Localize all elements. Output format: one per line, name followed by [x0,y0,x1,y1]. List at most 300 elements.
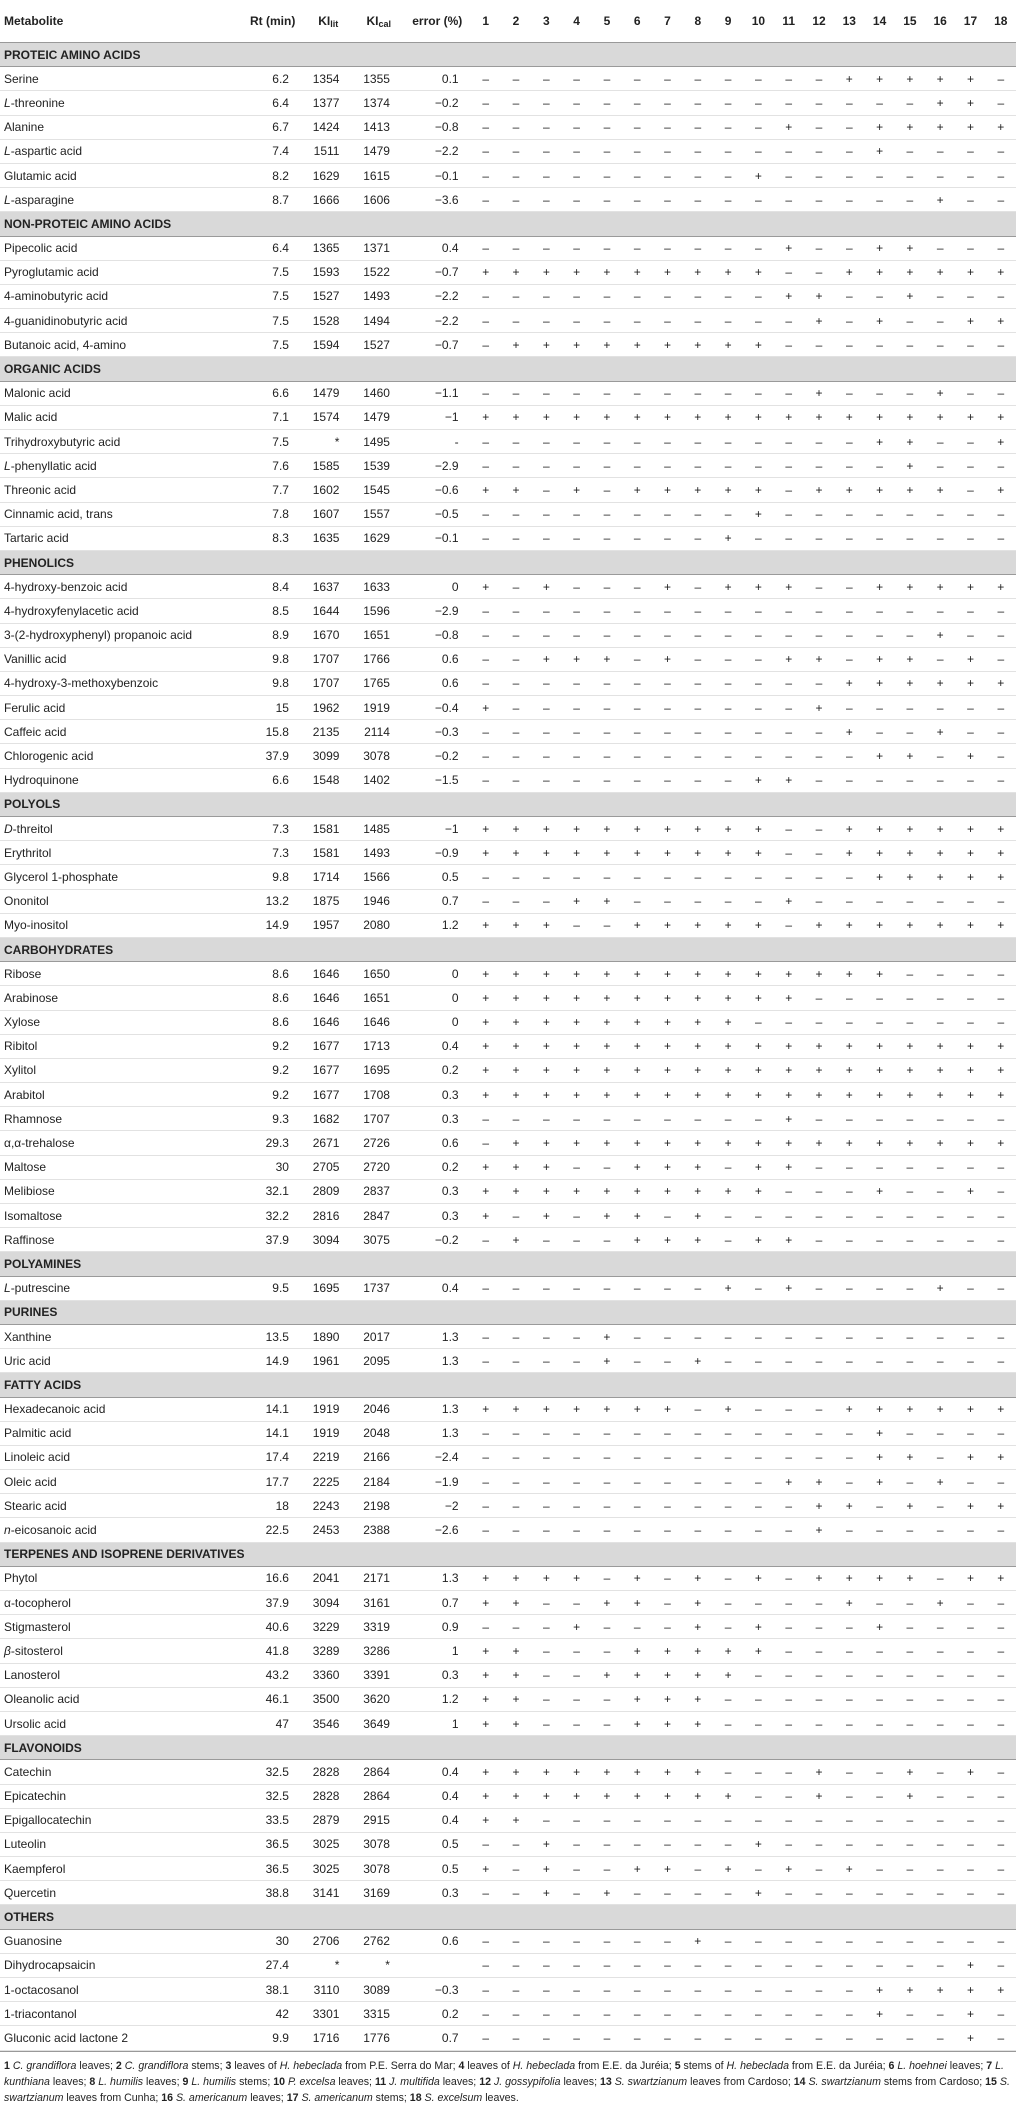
presence-cell-11: + [774,1155,804,1179]
presence-cell-9: – [713,1929,743,1953]
kical-cell: 2171 [353,1566,403,1590]
presence-cell-6: – [622,647,652,671]
presence-cell-15: – [895,91,925,115]
presence-cell-4: – [561,1204,591,1228]
presence-cell-7: – [652,1349,682,1373]
rt-cell: 14.9 [242,1349,303,1373]
presence-cell-8: + [683,962,713,986]
presence-cell-8: + [683,841,713,865]
presence-cell-1: + [471,1058,501,1082]
presence-cell-7: + [652,1010,682,1034]
presence-cell-1: – [471,1470,501,1494]
presence-cell-1: + [471,1857,501,1881]
metabolite-name [0,139,242,163]
rt-cell: 7.5 [242,260,303,284]
presence-cell-5: – [592,67,622,91]
presence-cell-16: – [925,1953,955,1977]
presence-cell-6: – [622,889,652,913]
rt-cell: 32.5 [242,1760,303,1784]
presence-cell-5: – [592,1639,622,1663]
presence-cell-14: – [864,188,894,212]
presence-cell-14: + [864,115,894,139]
presence-cell-13: + [834,720,864,744]
presence-cell-4: + [561,962,591,986]
presence-cell-15: – [895,2002,925,2026]
presence-cell-15: – [895,1591,925,1615]
presence-cell-2: + [501,1058,531,1082]
error-cell: 0.9 [404,1615,471,1639]
presence-cell-6: – [622,1929,652,1953]
metabolite-label: -threonine [10,95,65,110]
table-row [0,139,1016,163]
presence-cell-5: + [592,986,622,1010]
error-cell: −1 [404,405,471,429]
presence-cell-18: – [986,1832,1016,1856]
presence-cell-4: – [561,381,591,405]
presence-cell-2: – [501,1349,531,1373]
presence-cell-11: – [774,139,804,163]
presence-cell-13: – [834,865,864,889]
presence-cell-11: – [774,1591,804,1615]
header-sample-6: 6 [622,0,652,43]
presence-cell-6: – [622,236,652,260]
presence-cell-1: + [471,1034,501,1058]
presence-cell-4: + [561,1010,591,1034]
presence-cell-3: + [531,1857,561,1881]
presence-cell-18: – [986,67,1016,91]
presence-cell-1: + [471,1639,501,1663]
footnote-number: 8 [89,2075,96,2088]
presence-cell-11: – [774,841,804,865]
presence-cell-7: + [652,1228,682,1252]
metabolite-name [0,1687,242,1711]
presence-cell-12: – [804,1808,834,1832]
presence-cell-2: – [501,67,531,91]
metabolite-name [0,1397,242,1421]
presence-cell-16: + [925,1276,955,1300]
presence-cell-8: – [683,526,713,550]
presence-cell-3: + [531,1397,561,1421]
metabolite-name [0,236,242,260]
error-cell: 1.3 [404,1566,471,1590]
presence-cell-17: – [955,284,985,308]
kical-cell: 2080 [353,913,403,937]
presence-cell-6: – [622,720,652,744]
kilit-cell: 1716 [303,2026,353,2050]
presence-cell-14: – [864,1857,894,1881]
presence-cell-6: – [622,623,652,647]
presence-cell-8: – [683,1881,713,1905]
presence-cell-13: – [834,1687,864,1711]
footnote-text: leaves. [485,2091,519,2104]
presence-cell-16: + [925,720,955,744]
presence-cell-14: – [864,1784,894,1808]
presence-cell-1: – [471,768,501,792]
kical-cell: 3649 [353,1711,403,1735]
table-row [0,1010,1016,1034]
error-cell: −0.2 [404,91,471,115]
rt-cell: 33.5 [242,1808,303,1832]
table-row [0,1155,1016,1179]
kilit-cell: * [303,430,353,454]
presence-cell-2: – [501,1929,531,1953]
rt-cell: 6.7 [242,115,303,139]
presence-cell-7: + [652,575,682,599]
kical-cell: 1713 [353,1034,403,1058]
kilit-cell: 1479 [303,381,353,405]
table-row [0,647,1016,671]
error-cell: 0.4 [404,1276,471,1300]
presence-cell-13: + [834,478,864,502]
presence-cell-3: – [531,1978,561,2002]
presence-cell-2: + [501,333,531,357]
table-row [0,454,1016,478]
presence-cell-5: + [592,1663,622,1687]
rt-cell: 15 [242,696,303,720]
presence-cell-3: – [531,1518,561,1542]
presence-cell-1: + [471,478,501,502]
presence-cell-5: – [592,696,622,720]
presence-cell-7: – [652,454,682,478]
presence-cell-16: + [925,67,955,91]
metabolite-name [0,1107,242,1131]
presence-cell-10: – [743,1421,773,1445]
presence-cell-17: – [955,1857,985,1881]
metabolite-name [0,188,242,212]
presence-cell-4: + [561,1179,591,1203]
presence-cell-13: – [834,526,864,550]
table-row [0,1204,1016,1228]
kilit-cell: 3301 [303,2002,353,2026]
presence-cell-5: – [592,1155,622,1179]
presence-cell-12: – [804,1204,834,1228]
presence-cell-17: – [955,768,985,792]
presence-cell-4: – [561,1228,591,1252]
presence-cell-8: – [683,865,713,889]
metabolite-label: Pipecolic acid [4,241,78,256]
rt-cell: 36.5 [242,1832,303,1856]
presence-cell-17: + [955,1494,985,1518]
presence-cell-16: – [925,1808,955,1832]
presence-cell-9: + [713,962,743,986]
presence-cell-5: – [592,139,622,163]
presence-cell-10: + [743,478,773,502]
presence-cell-11: + [774,1228,804,1252]
presence-cell-9: – [713,236,743,260]
metabolite-label: Butanoic acid, 4-amino [4,337,127,352]
presence-cell-1: – [471,1953,501,1977]
presence-cell-9: – [713,865,743,889]
table-row [0,236,1016,260]
metabolite-label: Arabinose [4,990,59,1005]
kilit-cell: 2453 [303,1518,353,1542]
presence-cell-11: – [774,526,804,550]
table-row [0,1639,1016,1663]
presence-cell-18: – [986,696,1016,720]
presence-cell-10: – [743,1663,773,1687]
kical-cell: 3078 [353,744,403,768]
kical-cell: 1374 [353,91,403,115]
kical-cell: 2046 [353,1397,403,1421]
presence-cell-1: – [471,333,501,357]
presence-cell-10: – [743,188,773,212]
presence-cell-15: + [895,284,925,308]
presence-cell-2: + [501,1010,531,1034]
presence-cell-14: + [864,67,894,91]
presence-cell-17: + [955,913,985,937]
presence-cell-6: – [622,1832,652,1856]
presence-cell-15: – [895,139,925,163]
metabolite-label: 4-hydroxyfenylacetic acid [4,603,139,618]
presence-cell-12: + [804,405,834,429]
presence-cell-16: + [925,1591,955,1615]
presence-cell-1: – [471,526,501,550]
presence-cell-18: – [986,623,1016,647]
presence-cell-5: – [592,236,622,260]
metabolite-name [0,1445,242,1469]
presence-cell-16: + [925,1978,955,2002]
presence-cell-17: + [955,67,985,91]
presence-cell-10: – [743,1276,773,1300]
kical-cell: 1495 [353,430,403,454]
kical-cell: 1527 [353,333,403,357]
presence-cell-8: – [683,1397,713,1421]
presence-cell-12: – [804,1615,834,1639]
presence-cell-16: – [925,1832,955,1856]
header-sample-17: 17 [955,0,985,43]
presence-cell-15: + [895,913,925,937]
presence-cell-14: + [864,139,894,163]
presence-cell-4: – [561,309,591,333]
presence-cell-17: – [955,889,985,913]
presence-cell-1: + [471,962,501,986]
section-title: FATTY ACIDS [0,1373,1016,1397]
kilit-cell: 1919 [303,1421,353,1445]
error-cell: 0.4 [404,1808,471,1832]
presence-cell-7: – [652,1470,682,1494]
error-cell: 1.3 [404,1397,471,1421]
table-row [0,1857,1016,1881]
presence-cell-9: + [713,405,743,429]
error-cell: 0.5 [404,865,471,889]
presence-cell-4: – [561,1518,591,1542]
presence-cell-2: + [501,1228,531,1252]
error-cell: 0.4 [404,1784,471,1808]
presence-cell-4: – [561,1687,591,1711]
presence-cell-8: + [683,260,713,284]
presence-cell-14: – [864,502,894,526]
kical-cell: 3089 [353,1978,403,2002]
presence-cell-14: + [864,478,894,502]
presence-cell-13: + [834,1058,864,1082]
presence-cell-6: + [622,1663,652,1687]
footnote-species: C. grandiflora [124,2059,189,2072]
presence-cell-17: – [955,1470,985,1494]
table-footnote [0,2051,1016,2106]
presence-cell-4: + [561,1566,591,1590]
kilit-cell: 1585 [303,454,353,478]
presence-cell-5: + [592,1131,622,1155]
presence-cell-10: + [743,1881,773,1905]
presence-cell-12: – [804,623,834,647]
footnote-number: 17 [286,2091,299,2104]
presence-cell-16: + [925,405,955,429]
footnote-number: 2 [115,2059,122,2072]
presence-cell-18: – [986,647,1016,671]
table-row [0,1784,1016,1808]
presence-cell-4: + [561,841,591,865]
presence-cell-18: + [986,1978,1016,2002]
kilit-cell: 1607 [303,502,353,526]
presence-cell-5: – [592,1978,622,2002]
footnote-text: leaves; [949,2059,987,2072]
presence-cell-7: – [652,1204,682,1228]
presence-cell-5: – [592,744,622,768]
presence-cell-10: – [743,309,773,333]
presence-cell-17: – [955,1784,985,1808]
presence-cell-16: – [925,599,955,623]
kical-cell: 2847 [353,1204,403,1228]
metabolite-prefix: L [4,95,11,110]
presence-cell-12: – [804,1349,834,1373]
presence-cell-15: – [895,1808,925,1832]
presence-cell-9: – [713,744,743,768]
presence-cell-9: – [713,454,743,478]
presence-cell-8: – [683,381,713,405]
presence-cell-13: – [834,139,864,163]
table-row [0,430,1016,454]
metabolite-label: Ribose [4,966,42,981]
presence-cell-18: – [986,284,1016,308]
error-cell: −2.9 [404,599,471,623]
presence-cell-11: – [774,1663,804,1687]
presence-cell-11: – [774,1760,804,1784]
error-cell: −0.2 [404,1228,471,1252]
presence-cell-9: – [713,1349,743,1373]
presence-cell-5: – [592,575,622,599]
presence-cell-16: – [925,1711,955,1735]
presence-cell-8: + [683,986,713,1010]
presence-cell-12: + [804,1470,834,1494]
error-cell: 1.2 [404,1687,471,1711]
presence-cell-7: + [652,260,682,284]
error-cell: −1.9 [404,1470,471,1494]
rt-cell: 22.5 [242,1518,303,1542]
presence-cell-7: – [652,768,682,792]
presence-cell-12: – [804,1107,834,1131]
kilit-cell: 1527 [303,284,353,308]
presence-cell-11: – [774,817,804,841]
presence-cell-8: + [683,913,713,937]
error-cell: 0.6 [404,1131,471,1155]
metabolite-label: Rhamnose [4,1111,63,1126]
footnote-species: L. kunthiana [4,2059,1004,2088]
footnote-species: L. humilis [98,2075,144,2088]
kilit-cell: 1574 [303,405,353,429]
presence-cell-5: – [592,454,622,478]
presence-cell-18: – [986,1204,1016,1228]
presence-cell-4: – [561,744,591,768]
presence-cell-8: + [683,1711,713,1735]
presence-cell-13: + [834,1566,864,1590]
presence-cell-16: – [925,647,955,671]
presence-cell-7: + [652,1058,682,1082]
presence-cell-5: + [592,962,622,986]
presence-cell-10: – [743,671,773,695]
kical-cell: 3161 [353,1591,403,1615]
presence-cell-17: + [955,405,985,429]
presence-cell-14: + [864,671,894,695]
presence-cell-11: – [774,333,804,357]
presence-cell-12: + [804,1518,834,1542]
presence-cell-11: – [774,1179,804,1203]
presence-cell-13: + [834,1857,864,1881]
presence-cell-5: – [592,913,622,937]
presence-cell-15: – [895,1663,925,1687]
presence-cell-2: – [501,236,531,260]
metabolite-name [0,1711,242,1735]
kical-cell: 2388 [353,1518,403,1542]
presence-cell-16: – [925,744,955,768]
presence-cell-1: + [471,1397,501,1421]
presence-cell-10: – [743,720,773,744]
presence-cell-14: – [864,1324,894,1348]
presence-cell-6: – [622,865,652,889]
presence-cell-3: – [531,454,561,478]
presence-cell-1: + [471,405,501,429]
presence-cell-13: – [834,647,864,671]
presence-cell-17: – [955,720,985,744]
presence-cell-16: + [925,188,955,212]
presence-cell-6: – [622,67,652,91]
table-row [0,1808,1016,1832]
metabolite-name [0,817,242,841]
presence-cell-17: + [955,2026,985,2050]
presence-cell-6: + [622,1784,652,1808]
presence-cell-1: + [471,1663,501,1687]
presence-cell-7: + [652,333,682,357]
presence-cell-14: – [864,284,894,308]
presence-cell-12: – [804,1591,834,1615]
section-header-row [0,1905,1016,1929]
presence-cell-12: – [804,1711,834,1735]
presence-cell-18: – [986,1276,1016,1300]
presence-cell-5: – [592,1276,622,1300]
table-row [0,599,1016,623]
presence-cell-17: + [955,841,985,865]
presence-cell-2: + [501,260,531,284]
presence-cell-5: + [592,1397,622,1421]
presence-cell-18: – [986,1687,1016,1711]
presence-cell-8: – [683,236,713,260]
presence-cell-11: + [774,236,804,260]
presence-cell-6: + [622,841,652,865]
presence-cell-13: – [834,575,864,599]
presence-cell-2: + [501,1566,531,1590]
presence-cell-7: – [652,284,682,308]
section-header-row [0,1252,1016,1276]
presence-cell-1: – [471,454,501,478]
presence-cell-13: – [834,1155,864,1179]
table-row [0,478,1016,502]
table-row [0,1445,1016,1469]
metabolite-label: Cinnamic acid, trans [4,507,113,522]
metabolite-label: Vanillic acid [4,652,67,667]
presence-cell-4: – [561,1276,591,1300]
presence-cell-15: – [895,1615,925,1639]
presence-cell-12: – [804,841,834,865]
kilit-cell: 1424 [303,115,353,139]
